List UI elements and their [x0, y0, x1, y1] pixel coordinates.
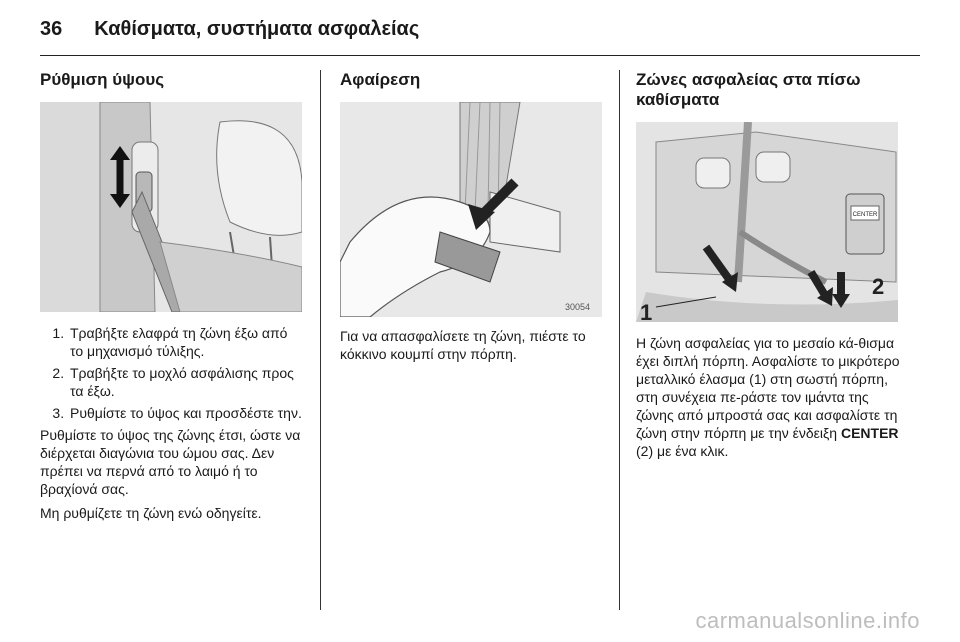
chapter-title: Καθίσματα, συστήματα ασφαλείας: [94, 18, 420, 40]
column-divider: [619, 70, 620, 610]
body-paragraph: Για να απασφαλίσετε τη ζώνη, πιέστε το κόκκινο κουμπί στην πόρπη.: [340, 328, 586, 362]
buckle-release-illustration: [340, 102, 602, 317]
center-label: CENTER: [840, 425, 899, 441]
list-item: 2. Τραβήξτε το μοχλό ασφάλισης προς τα έξω.: [68, 364, 302, 400]
list-item: 1. Τραβήξτε ελαφρά τη ζώνη έξω από το μηχανισμό τύλιξης.: [68, 324, 302, 360]
buckle-label: CENTER: [852, 212, 878, 218]
column-removal: [340, 70, 602, 369]
section-heading: Ρύθμιση ύψους: [40, 70, 165, 89]
column-divider: [320, 70, 321, 610]
page-header: [40, 18, 419, 48]
figure-code: 30054: [564, 302, 590, 312]
callout-1: 1: [640, 300, 653, 322]
header-rule: [40, 55, 920, 56]
column-height-adjustment: [40, 70, 302, 528]
figure-buckle-release: [340, 102, 602, 317]
watermark: carmanualsonline.info: [695, 608, 920, 633]
belt-height-illustration: [40, 102, 302, 312]
body-paragraph: Μη ρυθμίζετε τη ζώνη ενώ οδηγείτε.: [40, 505, 262, 521]
figure-rear-center-belt: [636, 122, 906, 322]
column-rear-seat-belts: [636, 70, 906, 466]
body-paragraph: [636, 334, 906, 460]
rear-seat-illustration: [636, 122, 898, 322]
instruction-steps: [40, 324, 302, 422]
section-heading: Αφαίρεση: [340, 70, 421, 89]
paragraph-text: Η ζώνη ασφαλείας για το μεσαίο κά-θισμα έχει διπλή πόρπη. Ασφαλίστε το μικρότερο μεταλλικό έλασμα (1) στη σωστή πόρπη, στη συνέχεια πε-ράστε τον ιμάντα της ζώνης από μπροστά σας και ασφαλίστε τη ζώνη στην πόρπη με την ένδειξη: [636, 335, 900, 441]
list-item: 3. Ρυθμίστε το ύψος και προσδέστε την.: [68, 404, 302, 422]
callout-2: 2: [872, 274, 885, 299]
figure-belt-height-adjuster: [40, 102, 302, 312]
section-heading: Ζώνες ασφαλείας στα πίσω καθίσματα: [636, 70, 861, 109]
page-number: 36: [40, 18, 63, 40]
body-paragraph: Ρυθμίστε το ύψος της ζώνης έτσι, ώστε να διέρχεται διαγώνια του ώμου σας. Δεν πρέπει να περνά από το λαιμό ή το βραχίονά σας.: [40, 427, 301, 497]
paragraph-text: (2) με ένα κλικ.: [636, 443, 729, 459]
